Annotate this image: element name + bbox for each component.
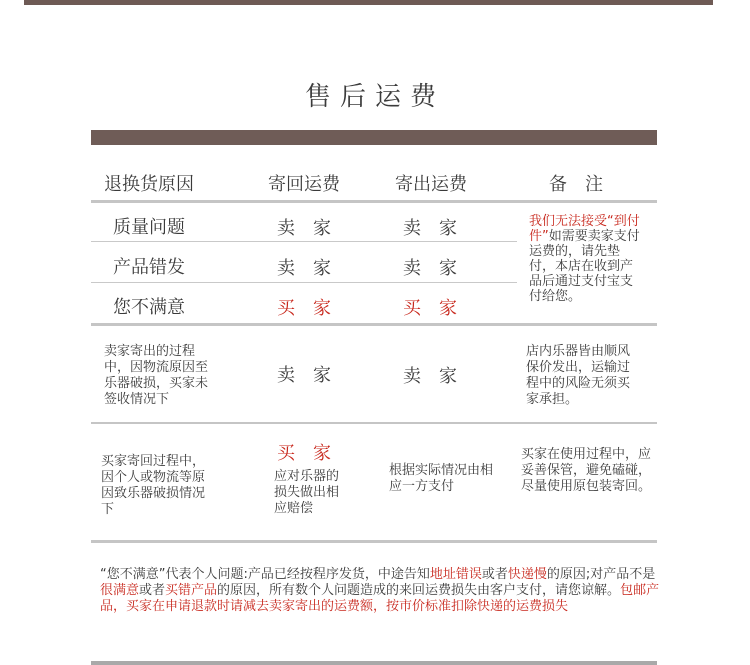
footer-highlight: 很满意 <box>100 583 140 598</box>
top-border <box>24 0 713 5</box>
row-wrong-item-return-fee: 卖 家 <box>277 258 331 279</box>
buyer-damage-note: 买家在使用过程中，应妥善保管，避免磕碰，尽量使用原包装寄回。 <box>521 447 652 494</box>
buyer-damage-reason: 买家寄回过程中，因个人或物流等原因致乐器破损情况下 <box>101 454 206 517</box>
footer-text: 或者 <box>481 567 508 582</box>
footer-notice <box>100 567 660 615</box>
row-quality-send-fee: 卖 家 <box>403 218 457 239</box>
header-divider <box>91 200 657 203</box>
buyer-damage-return-fee-title: 买 家 <box>277 443 331 464</box>
bottom-border <box>91 661 657 665</box>
footer-text: 的原因，所有数个人问题造成的来回运费损失由客户支付，请您谅解。 <box>217 583 621 598</box>
row-wrong-item-reason: 产品错发 <box>113 257 185 278</box>
row-unsatisfied-return-fee: 买 家 <box>277 298 331 319</box>
header-send-fee: 寄出运费 <box>395 174 467 195</box>
seller-damage-send-fee: 卖 家 <box>403 366 457 387</box>
footer-highlight: 快递慢 <box>507 567 547 582</box>
footer-highlight: 买错产品 <box>165 583 218 598</box>
footer-text: “您不满意”代表个人问题:产品已经按程序发货，中途告知 <box>100 567 430 582</box>
seller-damage-reason: 卖家寄出的过程中，因物流原因至乐器破损，买家未签收情况下 <box>104 344 209 407</box>
section-divider <box>91 323 657 326</box>
buyer-damage-return-fee-detail: 应对乐器的损失做出相应赔偿 <box>274 469 340 516</box>
header-band <box>91 130 657 145</box>
footer-text: 的原因;对产品不是 <box>546 567 656 582</box>
row-quality-return-fee: 卖 家 <box>277 218 331 239</box>
row-unsatisfied-reason: 您不满意 <box>113 297 185 318</box>
section-divider <box>91 422 657 424</box>
page-title: 售后运费 <box>304 82 445 112</box>
footer-text: 或者 <box>139 583 166 598</box>
group-note-normal: 如需要卖家支付运费的，请先垫付，本店在收到产品后通过支付宝支付给您。 <box>529 229 640 304</box>
group-note <box>529 214 644 304</box>
row-unsatisfied-send-fee: 买 家 <box>403 298 457 319</box>
row-divider <box>91 241 517 242</box>
section-divider <box>91 540 657 543</box>
seller-damage-note: 店内乐器皆由顺风保价发出，运输过程中的风险无须买家承担。 <box>526 344 631 407</box>
header-note: 备 注 <box>549 174 603 195</box>
footer-highlight: 地址错误 <box>429 567 482 582</box>
header-reason: 退换货原因 <box>104 174 194 195</box>
header-return-fee: 寄回运费 <box>268 174 340 195</box>
seller-damage-return-fee: 卖 家 <box>277 365 331 386</box>
group-note-red: 我们无法接受“到付件” <box>529 214 640 244</box>
row-quality-reason: 质量问题 <box>113 217 185 238</box>
buyer-damage-send-fee: 根据实际情况由相应一方支付 <box>389 463 494 494</box>
row-wrong-item-send-fee: 卖 家 <box>403 258 457 279</box>
footer-highlight: 包邮产品，买家在申请退款时请减去卖家寄出的运费额，按市价标准扣除快递的运费损失 <box>100 583 660 614</box>
row-divider <box>91 282 517 283</box>
